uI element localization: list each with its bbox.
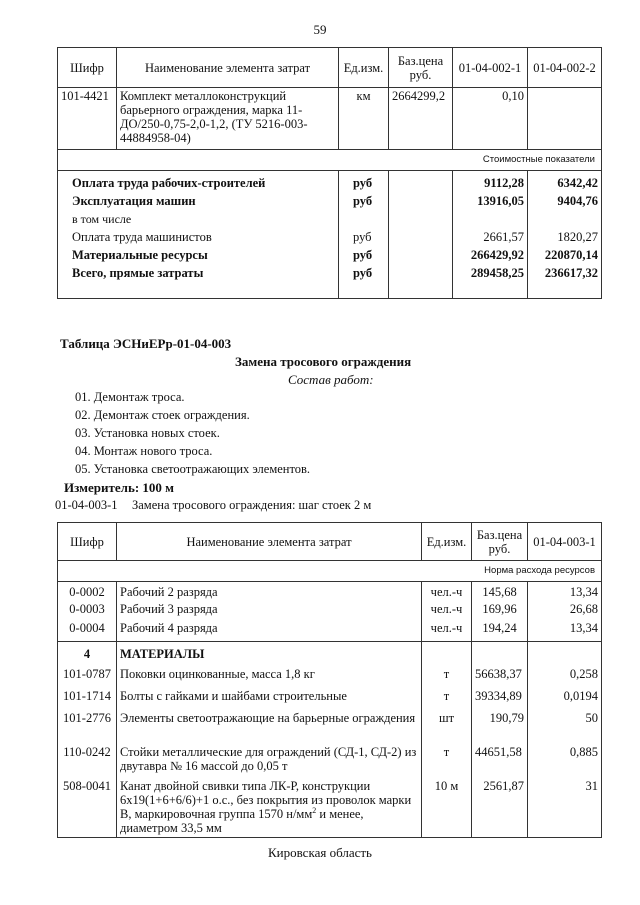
- header-name: Наименование элемента затрат: [117, 48, 339, 88]
- row-code: 0-0004: [58, 620, 117, 642]
- summary-v1: 289458,25: [453, 264, 528, 298]
- table-row: [58, 666, 602, 688]
- work-item: 03. Установка новых стоек.: [75, 426, 220, 440]
- row-unit: чел.-ч: [422, 620, 472, 642]
- resource-table-01-04-003: [57, 522, 602, 838]
- table-header-row: [58, 523, 602, 561]
- summary-row: [58, 192, 602, 210]
- row-unit: т: [422, 688, 472, 710]
- row-code: 110-0242: [58, 744, 117, 778]
- summary-row: [58, 264, 602, 298]
- row-price: 44651,58: [472, 744, 528, 778]
- row-name: Канат двойной свивки типа ЛК-Р, конструкции 6х19(1+6+6/6)+1 о.с., без покрытия из проволок марки В, маркировочная группа 1570 $н/мм^2$ и менее, диаметром 33,5 мм: [117, 778, 422, 838]
- row-v1: 0,0194: [528, 688, 602, 710]
- summary-unit: руб: [339, 264, 389, 298]
- summary-v2: 1820,27: [528, 228, 602, 246]
- row-price: 145,68: [472, 582, 528, 601]
- row-v1: 31: [528, 778, 602, 838]
- header-code: Шифр: [58, 523, 117, 561]
- summary-unit: руб: [339, 171, 389, 193]
- section-subtitle: Состав работ:: [288, 372, 374, 387]
- section-label-row: [58, 561, 602, 582]
- header-col1: 01-04-003-1: [528, 523, 602, 561]
- section-label: Стоимостные показатели: [58, 150, 602, 171]
- row-name: Комплект металлоконструкций барьерного ограждения, марка 11-ДО/250-0,75-2,0-1,2, (ТУ 5216-003-44884958-04): [117, 88, 339, 150]
- row-v1: 0,10: [453, 88, 528, 150]
- summary-v2: 6342,42: [528, 171, 602, 193]
- section-title: Замена тросового ограждения: [235, 354, 412, 369]
- row-price: 194,24: [472, 620, 528, 642]
- row-unit: км: [339, 88, 389, 150]
- row-unit: 10 м: [422, 778, 472, 838]
- row-v1: 0,258: [528, 666, 602, 688]
- row-v2: [528, 88, 602, 150]
- summary-unit: руб: [339, 228, 389, 246]
- summary-name: Материальные ресурсы: [58, 246, 339, 264]
- header-name: Наименование элемента затрат: [117, 523, 422, 561]
- materials-label: МАТЕРИАЛЫ: [117, 642, 422, 666]
- table-row: [58, 601, 602, 620]
- table-row: [58, 88, 602, 150]
- table-row: [58, 582, 602, 601]
- row-price: 39334,89: [472, 688, 528, 710]
- header-price: Баз.цена руб.: [472, 523, 528, 561]
- row-code: 101-1714: [58, 688, 117, 710]
- footer-region: Кировская область: [267, 845, 372, 860]
- materials-header-row: [58, 642, 602, 666]
- summary-v2: [528, 210, 602, 228]
- summary-v1: 9112,28: [453, 171, 528, 193]
- work-item: 05. Установка светоотражающих элементов.: [75, 462, 311, 476]
- header-code: Шифр: [58, 48, 117, 88]
- table-header-row: [58, 48, 602, 88]
- row-code: 101-2776: [58, 710, 117, 744]
- summary-name: Оплата труда машинистов: [58, 228, 339, 246]
- row-unit: чел.-ч: [422, 601, 472, 620]
- header-col1: 01-04-002-1: [453, 48, 528, 88]
- row-code: 0-0002: [58, 582, 117, 601]
- row-name: Поковки оцинкованные, масса 1,8 кг: [117, 666, 422, 688]
- summary-v2: 220870,14: [528, 246, 602, 264]
- row-name: Рабочий 4 разряда: [117, 620, 422, 642]
- summary-name: Оплата труда рабочих-строителей: [58, 171, 339, 193]
- row-code: 508-0041: [58, 778, 117, 838]
- section-label: Норма расхода ресурсов: [58, 561, 602, 582]
- summary-unit: [339, 210, 389, 228]
- row-v1: 50: [528, 710, 602, 744]
- item-description: Замена тросового ограждения: шаг стоек 2 м: [132, 498, 372, 512]
- section-label-row: [58, 150, 602, 171]
- row-name: Болты с гайками и шайбами строительные: [117, 688, 422, 710]
- summary-name: Эксплуатация машин: [58, 192, 339, 210]
- row-name: Рабочий 3 разряда: [117, 601, 422, 620]
- row-name: Рабочий 2 разряда: [117, 582, 422, 601]
- row-code: 0-0003: [58, 601, 117, 620]
- row-name: Стойки металлические для ограждений (СД-1, СД-2) из двутавра № 16 массой до 0,05 т: [117, 744, 422, 778]
- row-unit: т: [422, 666, 472, 688]
- row-v1: 13,34: [528, 582, 602, 601]
- summary-row: [58, 246, 602, 264]
- cost-table-01-04-002: [57, 47, 602, 299]
- work-item: 04. Монтаж нового троса.: [75, 444, 213, 458]
- page-number: 59: [313, 22, 327, 37]
- summary-v2: 236617,32: [528, 264, 602, 298]
- table-row: [58, 710, 602, 744]
- row-price: 190,79: [472, 710, 528, 744]
- summary-name: Всего, прямые затраты: [58, 264, 339, 298]
- row-code: 101-0787: [58, 666, 117, 688]
- summary-v1: [453, 210, 528, 228]
- row-price: 56638,37: [472, 666, 528, 688]
- row-unit: шт: [422, 710, 472, 744]
- row-price: 2561,87: [472, 778, 528, 838]
- table-title: Таблица ЭСНиЕРр-01-04-003: [60, 336, 232, 351]
- row-unit: т: [422, 744, 472, 778]
- summary-name: в том числе: [58, 210, 339, 228]
- summary-v2: 9404,76: [528, 192, 602, 210]
- row-price: 169,96: [472, 601, 528, 620]
- summary-unit: руб: [339, 246, 389, 264]
- header-unit: Ед.изм.: [339, 48, 389, 88]
- summary-unit: руб: [339, 192, 389, 210]
- row-v1: 0,885: [528, 744, 602, 778]
- table-row: [58, 688, 602, 710]
- row-code: 101-4421: [58, 88, 117, 150]
- work-item: 02. Демонтаж стоек ограждения.: [75, 408, 250, 422]
- header-unit: Ед.изм.: [422, 523, 472, 561]
- work-item: 01. Демонтаж троса.: [75, 390, 185, 404]
- table-row: [58, 744, 602, 778]
- materials-code: 4: [58, 642, 117, 666]
- summary-row: [58, 210, 602, 228]
- row-v1: 13,34: [528, 620, 602, 642]
- summary-v1: 266429,92: [453, 246, 528, 264]
- row-unit: чел.-ч: [422, 582, 472, 601]
- item-code: 01-04-003-1: [55, 498, 118, 512]
- measure-unit: Измеритель: 100 м: [64, 480, 175, 495]
- header-col2: 01-04-002-2: [528, 48, 602, 88]
- table-row: [58, 778, 602, 838]
- header-price: Баз.цена руб.: [389, 48, 453, 88]
- table-row: [58, 620, 602, 642]
- row-name: Элементы светоотражающие на барьерные ограждения: [117, 710, 422, 744]
- row-v1: 26,68: [528, 601, 602, 620]
- row-price: 2664299,2: [389, 88, 453, 150]
- summary-v1: 2661,57: [453, 228, 528, 246]
- summary-row: [58, 228, 602, 246]
- summary-v1: 13916,05: [453, 192, 528, 210]
- summary-row: [58, 171, 602, 193]
